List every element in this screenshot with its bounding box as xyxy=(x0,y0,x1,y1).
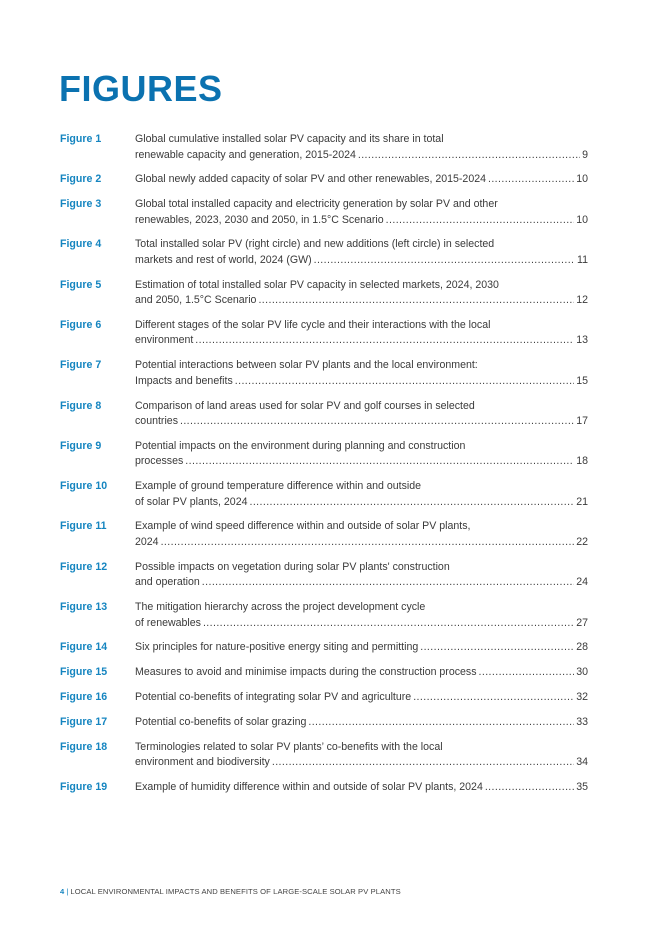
dot-leader xyxy=(358,148,580,164)
dot-leader xyxy=(202,575,574,591)
figure-entry[interactable] xyxy=(60,740,588,771)
figure-caption-last-line xyxy=(135,213,588,229)
figure-entry[interactable] xyxy=(60,278,588,309)
figure-caption-last-line xyxy=(135,374,588,390)
page-title: FIGURES xyxy=(59,68,223,109)
figure-caption-line: Measures to avoid and minimise impacts during the construction process xyxy=(135,666,477,679)
figure-caption-line: of solar PV plants, 2024 xyxy=(135,495,248,508)
page-footer xyxy=(60,887,401,896)
dot-leader xyxy=(249,495,574,511)
figure-caption-last-line xyxy=(135,172,588,188)
figure-caption-line: markets and rest of world, 2024 (GW) xyxy=(135,253,312,266)
figure-entry[interactable] xyxy=(60,690,588,706)
figure-caption-last-line xyxy=(135,253,588,269)
figure-entry[interactable] xyxy=(60,640,588,656)
page-reference[interactable]: 28 xyxy=(576,641,588,654)
page-reference[interactable]: 22 xyxy=(576,535,588,548)
figure-label: Figure 19 xyxy=(60,780,108,793)
figure-caption-last-line xyxy=(135,575,588,591)
dot-leader xyxy=(185,454,574,470)
figure-caption-last-line xyxy=(135,690,588,706)
page-reference[interactable]: 13 xyxy=(576,334,588,347)
figure-label: Figure 4 xyxy=(60,238,102,251)
dot-leader xyxy=(479,665,575,681)
figure-caption-line: renewables, 2023, 2030 and 2050, in 1.5°C Scenario xyxy=(135,213,384,226)
figure-caption-line: and 2050, 1.5°C Scenario xyxy=(135,294,257,307)
page-reference[interactable]: 24 xyxy=(576,576,588,589)
dot-leader xyxy=(235,374,574,390)
figure-caption-line: Potential co-benefits of integrating solar PV and agriculture xyxy=(135,690,412,703)
figure-caption-last-line xyxy=(135,780,588,796)
figure-caption-last-line xyxy=(135,665,588,681)
figure-caption-line: The mitigation hierarchy across the project development cycle xyxy=(135,601,426,614)
figure-entry[interactable] xyxy=(60,479,588,510)
page-reference[interactable]: 15 xyxy=(576,374,588,387)
figure-caption-line: Example of ground temperature difference within and outside xyxy=(135,480,422,493)
figure-caption-line: Possible impacts on vegetation during solar PV plants' construction xyxy=(135,560,450,573)
figure-label: Figure 6 xyxy=(60,318,102,331)
figure-caption-line: Potential co-benefits of solar grazing xyxy=(135,715,307,728)
page-reference[interactable]: 27 xyxy=(576,616,588,629)
page-reference[interactable]: 32 xyxy=(576,690,588,703)
figure-caption-line: processes xyxy=(135,455,184,468)
figure-caption-last-line xyxy=(135,293,588,309)
figure-label: Figure 5 xyxy=(60,278,102,291)
dot-leader xyxy=(314,253,575,269)
figure-entry[interactable] xyxy=(60,519,588,550)
dot-leader xyxy=(420,640,574,656)
figure-entry[interactable] xyxy=(60,318,588,349)
footer-separator: | xyxy=(66,887,69,896)
figure-caption-last-line xyxy=(135,333,588,349)
figure-label: Figure 15 xyxy=(60,666,108,679)
figures-list xyxy=(60,132,588,805)
dot-leader xyxy=(258,293,574,309)
figure-caption-line: renewable capacity and generation, 2015-2024 xyxy=(135,148,356,161)
page-reference[interactable]: 21 xyxy=(576,495,588,508)
figure-caption-line: Total installed solar PV (right circle) and new additions (left circle) in selected xyxy=(135,238,495,251)
dot-leader xyxy=(180,414,574,430)
figure-entry[interactable] xyxy=(60,197,588,228)
page-reference[interactable]: 10 xyxy=(576,213,588,226)
figure-caption-line: Global total installed capacity and electricity generation by solar PV and other xyxy=(135,198,498,211)
page-reference[interactable]: 35 xyxy=(576,780,588,793)
dot-leader xyxy=(308,715,574,731)
figure-entry[interactable] xyxy=(60,399,588,430)
figure-label: Figure 16 xyxy=(60,690,108,703)
figure-caption-last-line xyxy=(135,148,588,164)
figure-caption-last-line xyxy=(135,454,588,470)
figure-entry[interactable] xyxy=(60,132,588,163)
figure-label: Figure 10 xyxy=(60,480,108,493)
figure-caption-line: Example of humidity difference within and outside of solar PV plants, 2024 xyxy=(135,780,483,793)
dot-leader xyxy=(203,616,574,632)
figure-caption-line: Global newly added capacity of solar PV and other renewables, 2015-2024 xyxy=(135,173,486,186)
figure-caption-line: Potential impacts on the environment during planning and construction xyxy=(135,439,466,452)
page-reference[interactable]: 33 xyxy=(576,715,588,728)
figure-entry[interactable] xyxy=(60,600,588,631)
page-reference[interactable]: 34 xyxy=(576,756,588,769)
figure-entry[interactable] xyxy=(60,560,588,591)
figure-caption-line: Potential interactions between solar PV plants and the local environment: xyxy=(135,359,478,372)
dot-leader xyxy=(413,690,574,706)
page-reference[interactable]: 17 xyxy=(576,415,588,428)
page-number: 4 xyxy=(60,887,65,896)
page-reference[interactable]: 30 xyxy=(576,666,588,679)
figure-caption-line: Estimation of total installed solar PV capacity in selected markets, 2024, 2030 xyxy=(135,278,499,291)
figure-label: Figure 14 xyxy=(60,641,108,654)
figure-label: Figure 17 xyxy=(60,715,108,728)
figure-label: Figure 13 xyxy=(60,601,108,614)
figure-caption-line: Global cumulative installed solar PV capacity and its share in total xyxy=(135,133,444,145)
figure-entry[interactable] xyxy=(60,439,588,470)
dot-leader xyxy=(272,755,574,771)
figure-caption-line: Example of wind speed difference within and outside of solar PV plants, xyxy=(135,520,471,533)
figure-label: Figure 3 xyxy=(60,198,102,211)
figure-caption-line: Terminologies related to solar PV plants’ co-benefits with the local xyxy=(135,740,443,753)
figure-label: Figure 9 xyxy=(60,439,102,452)
figure-caption-last-line xyxy=(135,535,588,551)
figure-entry[interactable] xyxy=(60,715,588,731)
figure-caption-line: 2024 xyxy=(135,535,159,548)
figure-label: Figure 2 xyxy=(60,173,102,186)
figure-entry[interactable] xyxy=(60,665,588,681)
dot-leader xyxy=(195,333,574,349)
figure-caption-line: Comparison of land areas used for solar PV and golf courses in selected xyxy=(135,399,475,412)
figure-label: Figure 11 xyxy=(60,520,107,533)
figure-caption-line: Different stages of the solar PV life cycle and their interactions with the local xyxy=(135,318,491,331)
figure-label: Figure 8 xyxy=(60,399,102,412)
running-title: LOCAL ENVIRONMENTAL IMPACTS AND BENEFITS OF LARGE-SCALE SOLAR PV PLANTS xyxy=(70,887,401,896)
figure-caption-line: environment xyxy=(135,334,194,347)
figure-caption-line: countries xyxy=(135,415,178,428)
page-reference[interactable]: 9 xyxy=(582,148,588,161)
page-reference[interactable]: 11 xyxy=(577,253,588,266)
figure-caption-line: of renewables xyxy=(135,616,201,629)
figure-label: Figure 12 xyxy=(60,560,108,573)
dot-leader xyxy=(161,535,575,551)
figure-caption-last-line xyxy=(135,640,588,656)
figure-caption-last-line xyxy=(135,495,588,511)
figure-caption-last-line xyxy=(135,715,588,731)
figure-entry[interactable] xyxy=(60,237,588,268)
figure-entry[interactable] xyxy=(60,780,588,796)
figure-label: Figure 18 xyxy=(60,740,108,753)
figure-caption-line: and operation xyxy=(135,576,200,589)
figure-caption-line: Six principles for nature-positive energy siting and permitting xyxy=(135,641,419,654)
dot-leader xyxy=(485,780,574,796)
figure-caption-last-line xyxy=(135,616,588,632)
figure-label: Figure 7 xyxy=(60,359,102,372)
figure-entry[interactable] xyxy=(60,172,588,188)
page-reference[interactable]: 12 xyxy=(576,294,588,307)
dot-leader xyxy=(386,213,575,229)
figure-caption-line: Impacts and benefits xyxy=(135,374,233,387)
dot-leader xyxy=(488,172,574,188)
figure-caption-last-line xyxy=(135,414,588,430)
page-reference[interactable]: 10 xyxy=(576,173,588,186)
figure-label: Figure 1 xyxy=(60,133,102,145)
figure-caption-last-line xyxy=(135,755,588,771)
figure-entry[interactable] xyxy=(60,358,588,389)
figure-caption-line: environment and biodiversity xyxy=(135,756,270,769)
page-reference[interactable]: 18 xyxy=(576,455,588,468)
